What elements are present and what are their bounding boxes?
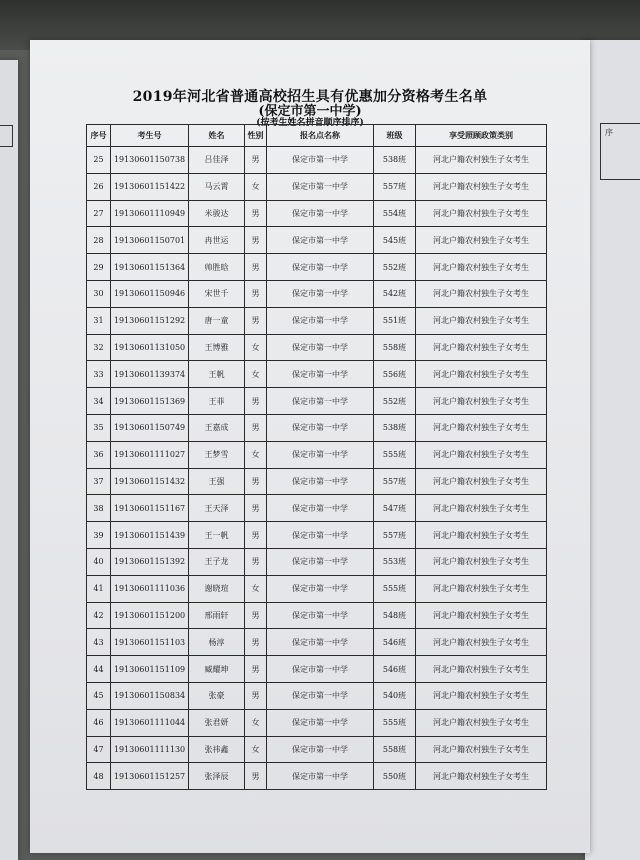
student-name-cell: 张泽辰 (189, 763, 245, 790)
policy-category-cell: 河北户籍农村独生子女考生 (416, 709, 547, 736)
class-cell: 552班 (374, 388, 416, 415)
row-number-cell: 31 (87, 307, 111, 334)
policy-category-cell: 河北户籍农村独生子女考生 (416, 602, 547, 629)
document-title: 2019年河北省普通高校招生具有优惠加分资格考生名单 (132, 89, 488, 105)
candidate-id-cell: 19130601151369 (111, 388, 189, 415)
class-cell: 558班 (374, 334, 416, 361)
class-cell: 548班 (374, 602, 416, 629)
table-row (87, 441, 547, 468)
school-name-cell: 保定市第一中学 (267, 254, 374, 281)
table-body (87, 147, 547, 790)
policy-category-cell: 河北户籍农村独生子女考生 (416, 173, 547, 200)
gender-cell: 男 (245, 147, 267, 174)
policy-category-cell: 河北户籍农村独生子女考生 (416, 736, 547, 763)
candidate-id-cell: 19130601151292 (111, 307, 189, 334)
class-cell: 555班 (374, 441, 416, 468)
gender-cell: 男 (245, 254, 267, 281)
class-cell: 538班 (374, 147, 416, 174)
student-name-cell: 宋世千 (189, 280, 245, 307)
policy-category-cell: 河北户籍农村独生子女考生 (416, 441, 547, 468)
policy-category-cell: 河北户籍农村独生子女考生 (416, 414, 547, 441)
header-cell: 享受照顾政策类别 (416, 125, 547, 147)
class-cell: 555班 (374, 575, 416, 602)
gender-cell: 女 (245, 575, 267, 602)
gender-cell: 女 (245, 173, 267, 200)
school-name-cell: 保定市第一中学 (267, 388, 374, 415)
row-number-cell: 47 (87, 736, 111, 763)
table-row (87, 334, 547, 361)
gender-cell: 男 (245, 656, 267, 683)
class-cell: 553班 (374, 548, 416, 575)
school-name-cell: 保定市第一中学 (267, 682, 374, 709)
school-name-cell: 保定市第一中学 (267, 468, 374, 495)
row-number-cell: 33 (87, 361, 111, 388)
table-row (87, 200, 547, 227)
gender-cell: 女 (245, 709, 267, 736)
policy-category-cell: 河北户籍农村独生子女考生 (416, 388, 547, 415)
student-name-cell: 王帆 (189, 361, 245, 388)
policy-category-cell: 河北户籍农村独生子女考生 (416, 682, 547, 709)
school-name-cell: 保定市第一中学 (267, 709, 374, 736)
class-cell: 546班 (374, 629, 416, 656)
gender-cell: 女 (245, 334, 267, 361)
policy-category-cell: 河北户籍农村独生子女考生 (416, 629, 547, 656)
row-number-cell: 40 (87, 548, 111, 575)
policy-category-cell: 河北户籍农村独生子女考生 (416, 361, 547, 388)
table-row (87, 763, 547, 790)
student-name-cell: 王子龙 (189, 548, 245, 575)
table-row (87, 173, 547, 200)
student-name-cell: 张豪 (189, 682, 245, 709)
gender-cell: 女 (245, 441, 267, 468)
table-row (87, 388, 547, 415)
student-name-cell: 王博雅 (189, 334, 245, 361)
student-name-cell: 米骏达 (189, 200, 245, 227)
policy-category-cell: 河北户籍农村独生子女考生 (416, 280, 547, 307)
table-row (87, 736, 547, 763)
table-row (87, 361, 547, 388)
row-number-cell: 28 (87, 227, 111, 254)
student-name-cell: 冉世运 (189, 227, 245, 254)
policy-category-cell: 河北户籍农村独生子女考生 (416, 334, 547, 361)
policy-category-cell: 河北户籍农村独生子女考生 (416, 227, 547, 254)
student-name-cell: 唐一童 (189, 307, 245, 334)
class-cell: 542班 (374, 280, 416, 307)
header-cell: 序号 (87, 125, 111, 147)
row-number-cell: 30 (87, 280, 111, 307)
header-cell: 考生号 (111, 125, 189, 147)
policy-category-cell: 河北户籍农村独生子女考生 (416, 147, 547, 174)
class-cell: 557班 (374, 173, 416, 200)
header-cell: 班级 (374, 125, 416, 147)
candidate-id-cell: 19130601151364 (111, 254, 189, 281)
candidate-id-cell: 19130601151432 (111, 468, 189, 495)
school-name-cell: 保定市第一中学 (267, 307, 374, 334)
school-name-cell: 保定市第一中学 (267, 334, 374, 361)
student-name-cell: 邢雨轩 (189, 602, 245, 629)
policy-category-cell: 河北户籍农村独生子女考生 (416, 763, 547, 790)
candidate-id-cell: 19130601150946 (111, 280, 189, 307)
row-number-cell: 41 (87, 575, 111, 602)
class-cell: 550班 (374, 763, 416, 790)
candidate-id-cell: 19130601151167 (111, 495, 189, 522)
school-name-cell: 保定市第一中学 (267, 763, 374, 790)
row-number-cell: 39 (87, 522, 111, 549)
row-number-cell: 43 (87, 629, 111, 656)
gender-cell: 男 (245, 682, 267, 709)
gender-cell: 男 (245, 280, 267, 307)
adjacent-table-left (0, 125, 13, 147)
candidate-id-cell: 19130601111036 (111, 575, 189, 602)
policy-category-cell: 河北户籍农村独生子女考生 (416, 656, 547, 683)
candidate-id-cell: 19130601150738 (111, 147, 189, 174)
class-cell: 558班 (374, 736, 416, 763)
row-number-cell: 35 (87, 414, 111, 441)
student-name-cell: 张君妍 (189, 709, 245, 736)
gender-cell: 男 (245, 200, 267, 227)
candidate-id-cell: 19130601111130 (111, 736, 189, 763)
header-cell: 性别 (245, 125, 267, 147)
school-name-cell: 保定市第一中学 (267, 629, 374, 656)
table-row (87, 548, 547, 575)
row-number-cell: 25 (87, 147, 111, 174)
table-row (87, 468, 547, 495)
gender-cell: 男 (245, 495, 267, 522)
school-name-cell: 保定市第一中学 (267, 548, 374, 575)
table-row (87, 414, 547, 441)
class-cell: 540班 (374, 682, 416, 709)
adjacent-page-left (0, 60, 18, 860)
school-name-cell: 保定市第一中学 (267, 736, 374, 763)
row-number-cell: 36 (87, 441, 111, 468)
class-cell: 545班 (374, 227, 416, 254)
header-cell: 姓名 (189, 125, 245, 147)
school-name-cell: 保定市第一中学 (267, 280, 374, 307)
student-name-cell: 谢晓瑄 (189, 575, 245, 602)
candidate-id-cell: 19130601151257 (111, 763, 189, 790)
student-name-cell: 张祎鑫 (189, 736, 245, 763)
student-name-cell: 帅胜晗 (189, 254, 245, 281)
candidate-id-cell: 19130601110949 (111, 200, 189, 227)
school-name-cell: 保定市第一中学 (267, 200, 374, 227)
student-name-cell: 杨淳 (189, 629, 245, 656)
student-name-cell: 王菲 (189, 388, 245, 415)
student-name-cell: 臧耀坤 (189, 656, 245, 683)
school-name-cell: 保定市第一中学 (267, 575, 374, 602)
candidate-id-cell: 19130601151200 (111, 602, 189, 629)
class-cell: 551班 (374, 307, 416, 334)
class-cell: 556班 (374, 361, 416, 388)
table-row (87, 254, 547, 281)
row-number-cell: 34 (87, 388, 111, 415)
row-number-cell: 37 (87, 468, 111, 495)
gender-cell: 男 (245, 307, 267, 334)
row-number-cell: 26 (87, 173, 111, 200)
table-row (87, 629, 547, 656)
school-name-cell: 保定市第一中学 (267, 414, 374, 441)
policy-category-cell: 河北户籍农村独生子女考生 (416, 200, 547, 227)
table-row (87, 575, 547, 602)
row-number-cell: 42 (87, 602, 111, 629)
policy-category-cell: 河北户籍农村独生子女考生 (416, 468, 547, 495)
candidate-id-cell: 19130601131050 (111, 334, 189, 361)
student-name-cell: 王梦雪 (189, 441, 245, 468)
class-cell: 557班 (374, 468, 416, 495)
header-cell: 报名点名称 (267, 125, 374, 147)
table-row (87, 602, 547, 629)
candidate-id-cell: 19130601150834 (111, 682, 189, 709)
school-name-cell: 保定市第一中学 (267, 361, 374, 388)
school-name-cell: 保定市第一中学 (267, 173, 374, 200)
table-row (87, 227, 547, 254)
candidate-id-cell: 19130601139374 (111, 361, 189, 388)
candidate-id-cell: 19130601150701 (111, 227, 189, 254)
policy-category-cell: 河北户籍农村独生子女考生 (416, 522, 547, 549)
gender-cell: 女 (245, 736, 267, 763)
student-name-cell: 王强 (189, 468, 245, 495)
table-row (87, 147, 547, 174)
school-name-cell: 保定市第一中学 (267, 602, 374, 629)
table-row (87, 307, 547, 334)
candidate-id-cell: 19130601151422 (111, 173, 189, 200)
table-row (87, 522, 547, 549)
class-cell: 546班 (374, 656, 416, 683)
row-number-cell: 27 (87, 200, 111, 227)
class-cell: 555班 (374, 709, 416, 736)
gender-cell: 男 (245, 522, 267, 549)
class-cell: 554班 (374, 200, 416, 227)
student-name-cell: 王天泽 (189, 495, 245, 522)
row-number-cell: 45 (87, 682, 111, 709)
gender-cell: 男 (245, 629, 267, 656)
row-number-cell: 44 (87, 656, 111, 683)
roster-table (86, 124, 547, 790)
class-cell: 538班 (374, 414, 416, 441)
table-row (87, 709, 547, 736)
candidate-id-cell: 19130601151103 (111, 629, 189, 656)
row-number-cell: 46 (87, 709, 111, 736)
student-name-cell: 王一帆 (189, 522, 245, 549)
row-number-cell: 32 (87, 334, 111, 361)
gender-cell: 男 (245, 414, 267, 441)
school-name-cell: 保定市第一中学 (267, 656, 374, 683)
policy-category-cell: 河北户籍农村独生子女考生 (416, 575, 547, 602)
document-note: (按考生姓名拼音顺序排序) (256, 118, 364, 128)
school-name-cell: 保定市第一中学 (267, 441, 374, 468)
policy-category-cell: 河北户籍农村独生子女考生 (416, 254, 547, 281)
table-header-row (87, 125, 547, 147)
candidate-id-cell: 19130601111027 (111, 441, 189, 468)
gender-cell: 男 (245, 388, 267, 415)
adjacent-table-header: 序 (605, 128, 613, 137)
gender-cell: 女 (245, 361, 267, 388)
school-name-cell: 保定市第一中学 (267, 147, 374, 174)
row-number-cell: 48 (87, 763, 111, 790)
gender-cell: 男 (245, 227, 267, 254)
document-subtitle: (保定市第一中学) (258, 104, 362, 119)
table-row (87, 656, 547, 683)
policy-category-cell: 河北户籍农村独生子女考生 (416, 307, 547, 334)
student-name-cell: 吕佳泽 (189, 147, 245, 174)
policy-category-cell: 河北户籍农村独生子女考生 (416, 548, 547, 575)
row-number-cell: 29 (87, 254, 111, 281)
student-name-cell: 王嘉成 (189, 414, 245, 441)
gender-cell: 男 (245, 763, 267, 790)
candidate-id-cell: 19130601151109 (111, 656, 189, 683)
class-cell: 557班 (374, 522, 416, 549)
school-name-cell: 保定市第一中学 (267, 227, 374, 254)
row-number-cell: 38 (87, 495, 111, 522)
candidate-id-cell: 19130601150749 (111, 414, 189, 441)
class-cell: 547班 (374, 495, 416, 522)
student-name-cell: 马云霄 (189, 173, 245, 200)
table-row (87, 495, 547, 522)
candidate-id-cell: 19130601151392 (111, 548, 189, 575)
policy-category-cell: 河北户籍农村独生子女考生 (416, 495, 547, 522)
candidate-id-cell: 19130601111044 (111, 709, 189, 736)
class-cell: 552班 (374, 254, 416, 281)
gender-cell: 男 (245, 602, 267, 629)
table-row (87, 280, 547, 307)
gender-cell: 男 (245, 548, 267, 575)
candidate-id-cell: 19130601151439 (111, 522, 189, 549)
school-name-cell: 保定市第一中学 (267, 522, 374, 549)
table-row (87, 682, 547, 709)
school-name-cell: 保定市第一中学 (267, 495, 374, 522)
gender-cell: 男 (245, 468, 267, 495)
